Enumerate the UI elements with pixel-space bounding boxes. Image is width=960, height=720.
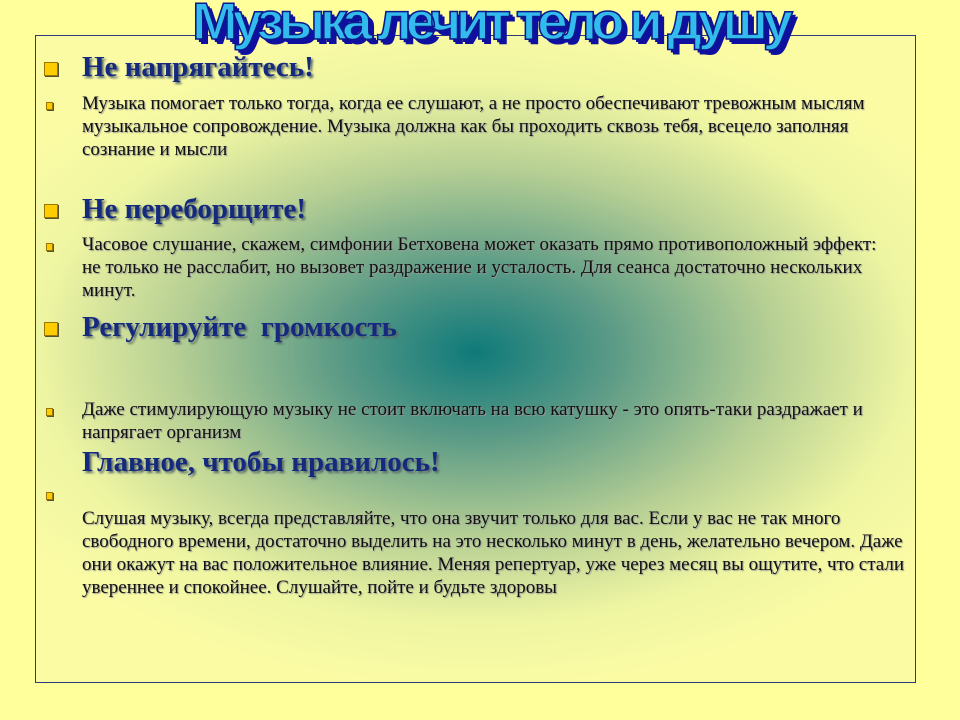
section-heading-3: Регулируйте громкость (44, 310, 914, 344)
bullet-icon (44, 204, 58, 218)
bullet-icon (44, 62, 58, 76)
section-heading-1: Не напрягайтесь! (44, 50, 914, 84)
bullet-icon (46, 102, 53, 110)
bullet-icon (46, 408, 53, 416)
section-text-2: Часовое слушание, скажем, симфонии Бетховена может оказать прямо противоположный эффект: не только не расслабит, но вызовет раздражение и усталость. Для сеанса достаточно нескольких минут. (44, 233, 914, 302)
bullet-icon (46, 492, 53, 500)
section-heading-4: Главное, чтобы нравилось! (82, 446, 440, 478)
section-text-4: Слушая музыку, всегда представляйте, что она звучит только для вас. Если у вас не так много свободного времени, достаточно выделить на это несколько минут в день, желательно вечером. Даже они окажут на вас положительное влияние. Меняя репертуар, уже через месяц вы ощутите, что стали увереннее и спокойнее. Слушайте, пойте и будьте здоровы (82, 508, 905, 598)
bullet-icon (44, 322, 58, 336)
section-heading-2: Не переборщите! (44, 192, 914, 226)
slide-title: Музыка лечит тело и душу (192, 0, 788, 51)
section-text-1: Музыка помогает только тогда, когда ее слушают, а не просто обеспечивают тревожным мыслям музыкальное сопровождение. Музыка должна как бы проходить сквозь тебя, всецело заполняя сознание и мысли (44, 92, 914, 161)
section-text-3: Даже стимулирующую музыку не стоит включать на всю катушку - это опять-таки раздражает и напрягает организм (44, 398, 914, 444)
bullet-icon (46, 243, 53, 251)
